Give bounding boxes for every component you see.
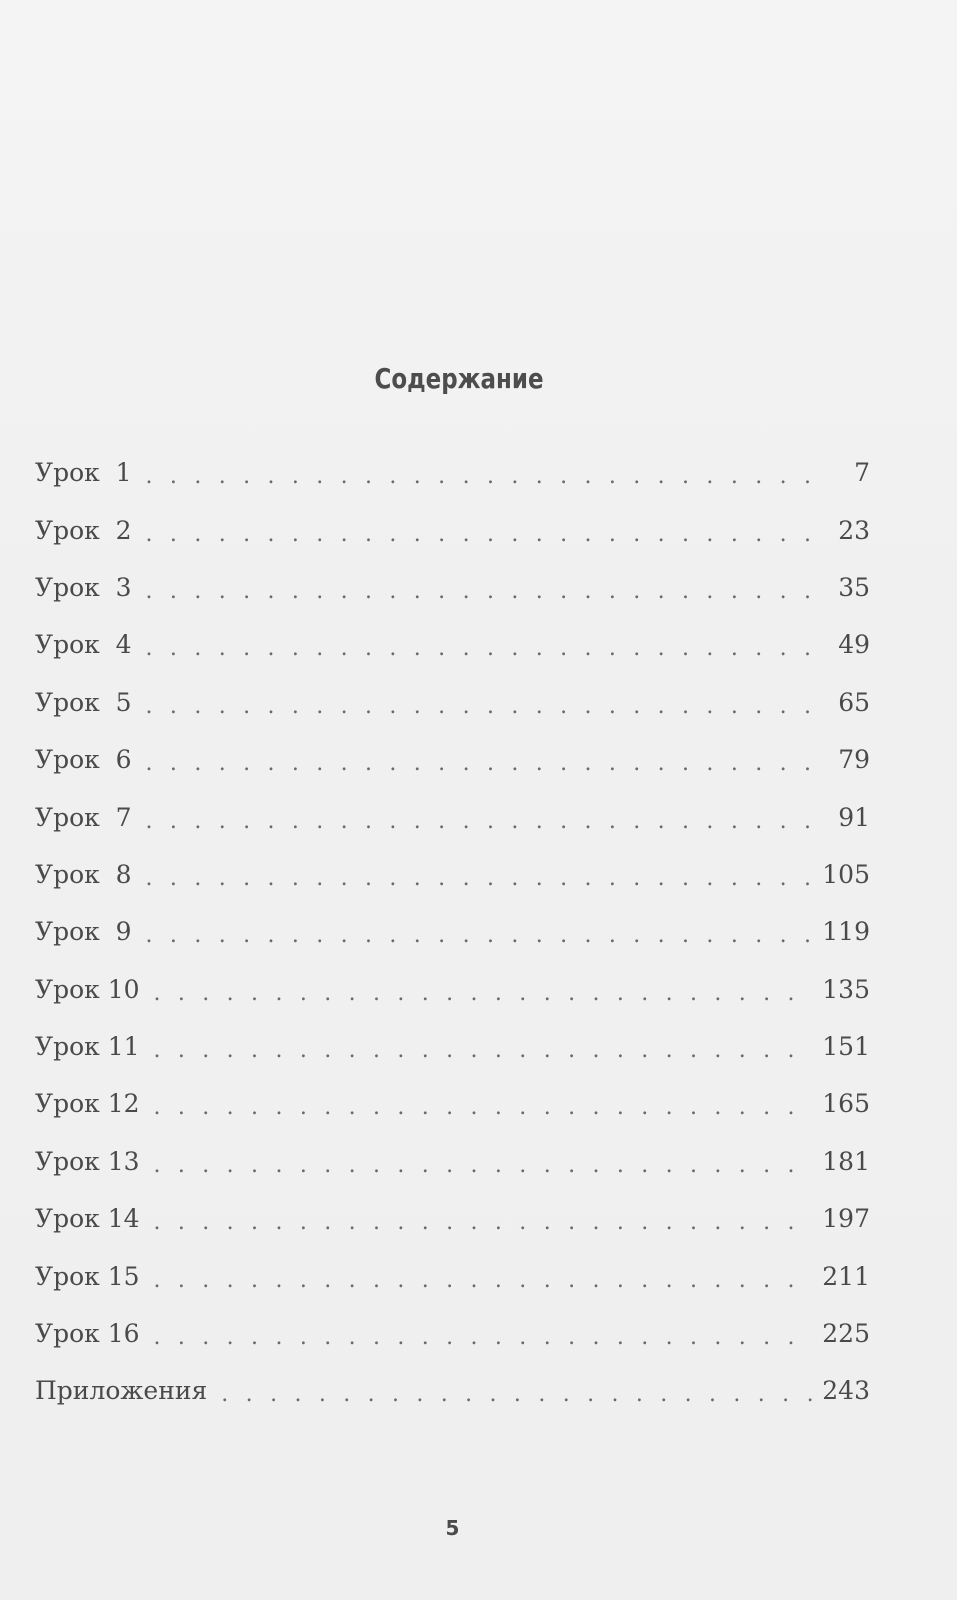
toc-entry-page: 135 bbox=[822, 974, 870, 1004]
toc-entry-label: Урок 5 bbox=[35, 687, 132, 717]
toc-entry-label: Урок 1 bbox=[35, 458, 132, 488]
toc-entry bbox=[35, 788, 870, 845]
dot-leader bbox=[146, 751, 822, 776]
toc-entry-label: Урок 6 bbox=[35, 745, 132, 775]
table-of-contents bbox=[35, 444, 870, 1420]
toc-entry-label: Урок 10 bbox=[35, 974, 140, 1004]
dot-leader bbox=[221, 1382, 814, 1407]
dot-leader bbox=[146, 636, 822, 661]
toc-entry-label: Урок 7 bbox=[35, 802, 132, 832]
dot-leader bbox=[154, 1210, 815, 1235]
toc-entry-label: Урок 15 bbox=[35, 1261, 140, 1291]
toc-entry-page: 119 bbox=[822, 917, 870, 947]
toc-entry-page: 49 bbox=[838, 630, 870, 660]
toc-entry-page: 181 bbox=[822, 1146, 870, 1176]
toc-entry bbox=[35, 1362, 870, 1419]
toc-entry-page: 165 bbox=[822, 1089, 870, 1119]
dot-leader bbox=[154, 1095, 815, 1120]
toc-entry-page: 23 bbox=[838, 515, 870, 545]
dot-leader bbox=[146, 464, 822, 489]
toc-entry-page: 243 bbox=[822, 1376, 870, 1406]
toc-entry-label: Урок 3 bbox=[35, 572, 132, 602]
page-title: Содержание bbox=[374, 362, 544, 395]
toc-entry-page: 105 bbox=[822, 859, 870, 889]
toc-entry-label: Урок 11 bbox=[35, 1032, 140, 1062]
toc-entry-label: Урок 12 bbox=[35, 1089, 140, 1119]
toc-entry-label: Урок 16 bbox=[35, 1319, 140, 1349]
toc-entry bbox=[35, 1305, 870, 1362]
toc-entry bbox=[35, 1190, 870, 1247]
toc-entry bbox=[35, 501, 870, 558]
toc-entry bbox=[35, 674, 870, 731]
toc-entry bbox=[35, 444, 870, 501]
toc-entry bbox=[35, 1075, 870, 1132]
toc-entry-label: Урок 14 bbox=[35, 1204, 140, 1234]
dot-leader bbox=[146, 866, 815, 891]
toc-entry-label: Урок 4 bbox=[35, 630, 132, 660]
toc-entry bbox=[35, 903, 870, 960]
toc-entry-label: Урок 8 bbox=[35, 859, 132, 889]
dot-leader bbox=[146, 923, 815, 948]
dot-leader bbox=[146, 579, 822, 604]
page-number: 5 bbox=[445, 1516, 460, 1540]
toc-entry-page: 197 bbox=[822, 1204, 870, 1234]
dot-leader bbox=[154, 1038, 815, 1063]
toc-entry-page: 211 bbox=[822, 1261, 870, 1291]
toc-entry-label: Приложения bbox=[35, 1376, 208, 1406]
dot-leader bbox=[146, 522, 822, 547]
toc-entry-label: Урок 2 bbox=[35, 515, 132, 545]
toc-entry bbox=[35, 616, 870, 673]
toc-entry bbox=[35, 1247, 870, 1304]
toc-entry bbox=[35, 1133, 870, 1190]
dot-leader bbox=[154, 1153, 815, 1178]
toc-entry-label: Урок 9 bbox=[35, 917, 132, 947]
toc-entry-page: 79 bbox=[838, 745, 870, 775]
toc-entry bbox=[35, 1018, 870, 1075]
dot-leader bbox=[146, 809, 822, 834]
toc-entry-page: 91 bbox=[838, 802, 870, 832]
toc-entry bbox=[35, 731, 870, 788]
toc-entry-page: 35 bbox=[838, 572, 870, 602]
toc-entry-label: Урок 13 bbox=[35, 1146, 140, 1176]
toc-entry bbox=[35, 961, 870, 1018]
toc-entry bbox=[35, 559, 870, 616]
toc-entry-page: 7 bbox=[854, 458, 870, 488]
toc-entry-page: 65 bbox=[838, 687, 870, 717]
dot-leader bbox=[154, 981, 815, 1006]
toc-entry bbox=[35, 846, 870, 903]
dot-leader bbox=[146, 694, 822, 719]
toc-entry-page: 225 bbox=[822, 1319, 870, 1349]
toc-entry-page: 151 bbox=[822, 1032, 870, 1062]
dot-leader bbox=[154, 1325, 815, 1350]
dot-leader bbox=[154, 1268, 815, 1293]
